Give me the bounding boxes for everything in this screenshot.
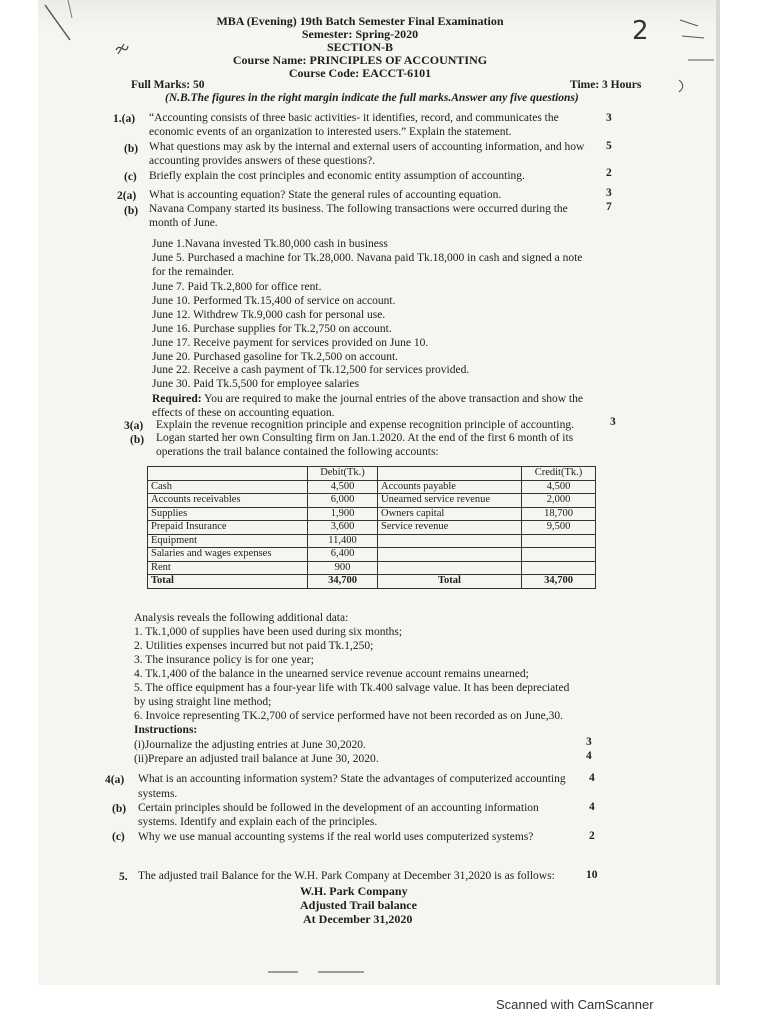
debit-amount: 1,900 <box>308 507 378 521</box>
table-cell <box>148 467 308 481</box>
section: SECTION-B <box>326 40 394 54</box>
q4a-label: 4(a) <box>105 774 125 786</box>
q3b-text: operations the trail balance contained the following accounts: <box>156 446 439 458</box>
q2a-marks: 3 <box>606 187 612 199</box>
q3a-marks: 3 <box>610 416 616 428</box>
transaction-line: June 12. Withdrew Tk.9,000 cash for personal use. <box>152 309 386 321</box>
q1b-text: What questions may ask by the internal and external users of accounting information, and how <box>149 141 585 153</box>
q1b-label: (b) <box>124 143 139 155</box>
exam-title: MBA (Evening) 19th Batch Semester Final Examination <box>216 14 504 28</box>
q2a-label: 2(a) <box>117 190 137 202</box>
analysis-item: 4. Tk.1,400 of the balance in the unearned service revenue account remains unearned; <box>134 668 529 680</box>
debit-amount: 3,600 <box>308 521 378 535</box>
instr1-marks: 3 <box>586 736 592 748</box>
instructions-note: (N.B.The figures in the right margin indicate the full marks.Answer any five questions) <box>165 92 579 104</box>
credit-account: Unearned service revenue <box>378 494 522 508</box>
bracket-mark <box>676 78 688 98</box>
transaction-line: for the remainder. <box>152 266 235 278</box>
q3b-text: Logan started her own Consulting firm on Jan.1.2020. At the end of the first 6 month of its <box>156 432 574 444</box>
debit-account: Accounts receivables <box>148 494 308 508</box>
credit-amount <box>522 548 596 562</box>
credit-amount: 18,700 <box>522 507 596 521</box>
instruction-item: (i)Journalize the adjusting entries at June 30,2020. <box>134 739 366 751</box>
q4c-text: Why we use manual accounting systems if the real world uses computerized systems? <box>138 831 534 843</box>
scan-artifact <box>268 968 368 976</box>
table-row <box>148 480 596 494</box>
debit-amount: 6,400 <box>308 548 378 562</box>
credit-account <box>378 534 522 548</box>
credit-account: Owners capital <box>378 507 522 521</box>
debit-header: Debit(Tk.) <box>308 467 378 481</box>
credit-header: Credit(Tk.) <box>522 467 596 481</box>
statement-title: Adjusted Trail balance <box>300 898 417 912</box>
instruction-item: (ii)Prepare an adjusted trail balance at June 30, 2020. <box>134 753 379 765</box>
q2b-text: month of June. <box>149 217 218 229</box>
debit-account: Salaries and wages expenses <box>148 548 308 562</box>
credit-amount <box>522 561 596 575</box>
q1c-text: Briefly explain the cost principles and economic entity assumption of accounting. <box>149 170 525 182</box>
table-row <box>148 507 596 521</box>
total-credit: 34,700 <box>522 575 596 589</box>
q4b-label: (b) <box>112 803 127 815</box>
transaction-line: June 16. Purchase supplies for Tk.2,750 on account. <box>152 323 392 335</box>
q1a-text: “Accounting consists of three basic activities- it identifies, record, and communicates the <box>149 112 559 124</box>
q3b-label: (b) <box>130 434 145 446</box>
page-edge <box>716 0 720 985</box>
q1c-label: (c) <box>124 171 137 183</box>
analysis-item: 6. Invoice representing TK.2,700 of service performed have not been recorded as on June,30. <box>134 710 563 722</box>
scan-scribble <box>112 40 132 60</box>
debit-account: Rent <box>148 561 308 575</box>
company-name: W.H. Park Company <box>300 884 408 898</box>
q4a-text: What is an accounting information system? State the advantages of computerized accounting <box>138 773 566 785</box>
margin-marks <box>678 16 718 66</box>
q5-label: 5. <box>119 871 128 883</box>
debit-account: Supplies <box>148 507 308 521</box>
statement-date: At December 31,2020 <box>303 912 413 926</box>
q2b-label: (b) <box>124 205 139 217</box>
q1b-marks: 5 <box>606 140 612 152</box>
table-row <box>148 521 596 535</box>
total-label: Total <box>148 575 308 589</box>
transaction-line: June 10. Performed Tk.15,400 of service on account. <box>152 295 396 307</box>
transaction-line: June 17. Receive payment for services provided on June 10. <box>152 337 429 349</box>
analysis-item: 3. The insurance policy is for one year; <box>134 654 314 666</box>
course-code: Course Code: EACCT-6101 <box>288 66 432 80</box>
time-allowed: Time: 3 Hours <box>570 79 642 91</box>
q5-marks: 10 <box>586 869 598 881</box>
q4c-marks: 2 <box>589 830 595 842</box>
analysis-item: 5. The office equipment has a four-year life with Tk.400 salvage value. It has been depreciated <box>134 682 570 694</box>
analysis-item: 1. Tk.1,000 of supplies have been used during six months; <box>134 626 403 638</box>
table-row <box>148 467 596 481</box>
credit-account <box>378 548 522 562</box>
q1a-text: economic events of an organization to interested users.” Explain the statement. <box>149 126 512 138</box>
instr2-marks: 4 <box>586 750 592 762</box>
credit-account: Service revenue <box>378 521 522 535</box>
q2b-text: Navana Company started its business. The following transactions were occurred during the <box>149 203 568 215</box>
q4c-label: (c) <box>112 831 125 843</box>
transaction-line: June 22. Receive a cash payment of Tk.12,500 for services provided. <box>152 364 470 376</box>
analysis-intro: Analysis reveals the following additional data: <box>134 612 349 624</box>
transaction-line: June 5. Purchased a machine for Tk.28,000. Navana paid Tk.18,000 in cash and signed a note <box>152 252 583 264</box>
required-body: You are required to make the journal entries of the above transaction and show the <box>201 393 583 405</box>
full-marks: Full Marks: 50 <box>131 79 205 91</box>
table-row <box>148 494 596 508</box>
q3a-text: Explain the revenue recognition principle and expense recognition principle of accounting. <box>156 419 575 431</box>
transaction-line: June 7. Paid Tk.2,800 for office rent. <box>152 281 322 293</box>
q1a-label: 1.(a) <box>113 113 136 125</box>
debit-amount: 4,500 <box>308 480 378 494</box>
credit-amount: 4,500 <box>522 480 596 494</box>
q2a-text: What is accounting equation? State the general rules of accounting equation. <box>149 189 502 201</box>
course-name: Course Name: PRINCIPLES OF ACCOUNTING <box>232 53 488 67</box>
table-total-row <box>148 575 596 589</box>
credit-amount <box>522 534 596 548</box>
required-label: Required: <box>152 393 202 405</box>
debit-amount: 11,400 <box>308 534 378 548</box>
required-text <box>152 392 583 406</box>
q3a-label: 3(a) <box>124 420 144 432</box>
q5-text: The adjusted trail Balance for the W.H. Park Company at December 31,2020 is as follows: <box>138 870 555 882</box>
analysis-item: 2. Utilities expenses incurred but not paid Tk.1,250; <box>134 640 374 652</box>
required-text: effects of these on accounting equation. <box>152 407 335 419</box>
credit-amount: 2,000 <box>522 494 596 508</box>
trial-balance-table <box>147 466 596 589</box>
scanner-watermark: Scanned with CamScanner <box>496 997 654 1012</box>
q2b-marks: 7 <box>606 201 612 213</box>
debit-account: Prepaid Insurance <box>148 521 308 535</box>
q1c-marks: 2 <box>606 167 612 179</box>
table-cell <box>378 467 522 481</box>
credit-account <box>378 561 522 575</box>
debit-amount: 900 <box>308 561 378 575</box>
q1a-marks: 3 <box>606 112 612 124</box>
q4a-marks: 4 <box>589 772 595 784</box>
debit-account: Equipment <box>148 534 308 548</box>
q4b-text: systems. Identify and explain each of the principles. <box>138 816 378 828</box>
instructions-label: Instructions: <box>134 724 198 736</box>
transaction-line: June 20. Purchased gasoline for Tk.2,500 on account. <box>152 351 399 363</box>
credit-amount: 9,500 <box>522 521 596 535</box>
debit-account: Cash <box>148 480 308 494</box>
total-label: Total <box>378 575 522 589</box>
page-mark: 2 <box>632 16 649 46</box>
q4b-marks: 4 <box>589 801 595 813</box>
q1b-text: accounting provides answers of these questions?. <box>149 155 376 167</box>
table-row <box>148 534 596 548</box>
transaction-line: June 30. Paid Tk.5,500 for employee salaries <box>152 378 360 390</box>
analysis-item: by using straight line method; <box>134 696 272 708</box>
total-debit: 34,700 <box>308 575 378 589</box>
debit-amount: 6,000 <box>308 494 378 508</box>
scan-artifact <box>40 0 80 60</box>
table-row <box>148 561 596 575</box>
table-row <box>148 548 596 562</box>
credit-account: Accounts payable <box>378 480 522 494</box>
q4a-text: systems. <box>138 788 178 800</box>
semester: Semester: Spring-2020 <box>301 27 419 41</box>
q4b-text: Certain principles should be followed in the development of an accounting information <box>138 802 539 814</box>
transaction-line: June 1.Navana invested Tk.80,000 cash in business <box>152 238 388 250</box>
